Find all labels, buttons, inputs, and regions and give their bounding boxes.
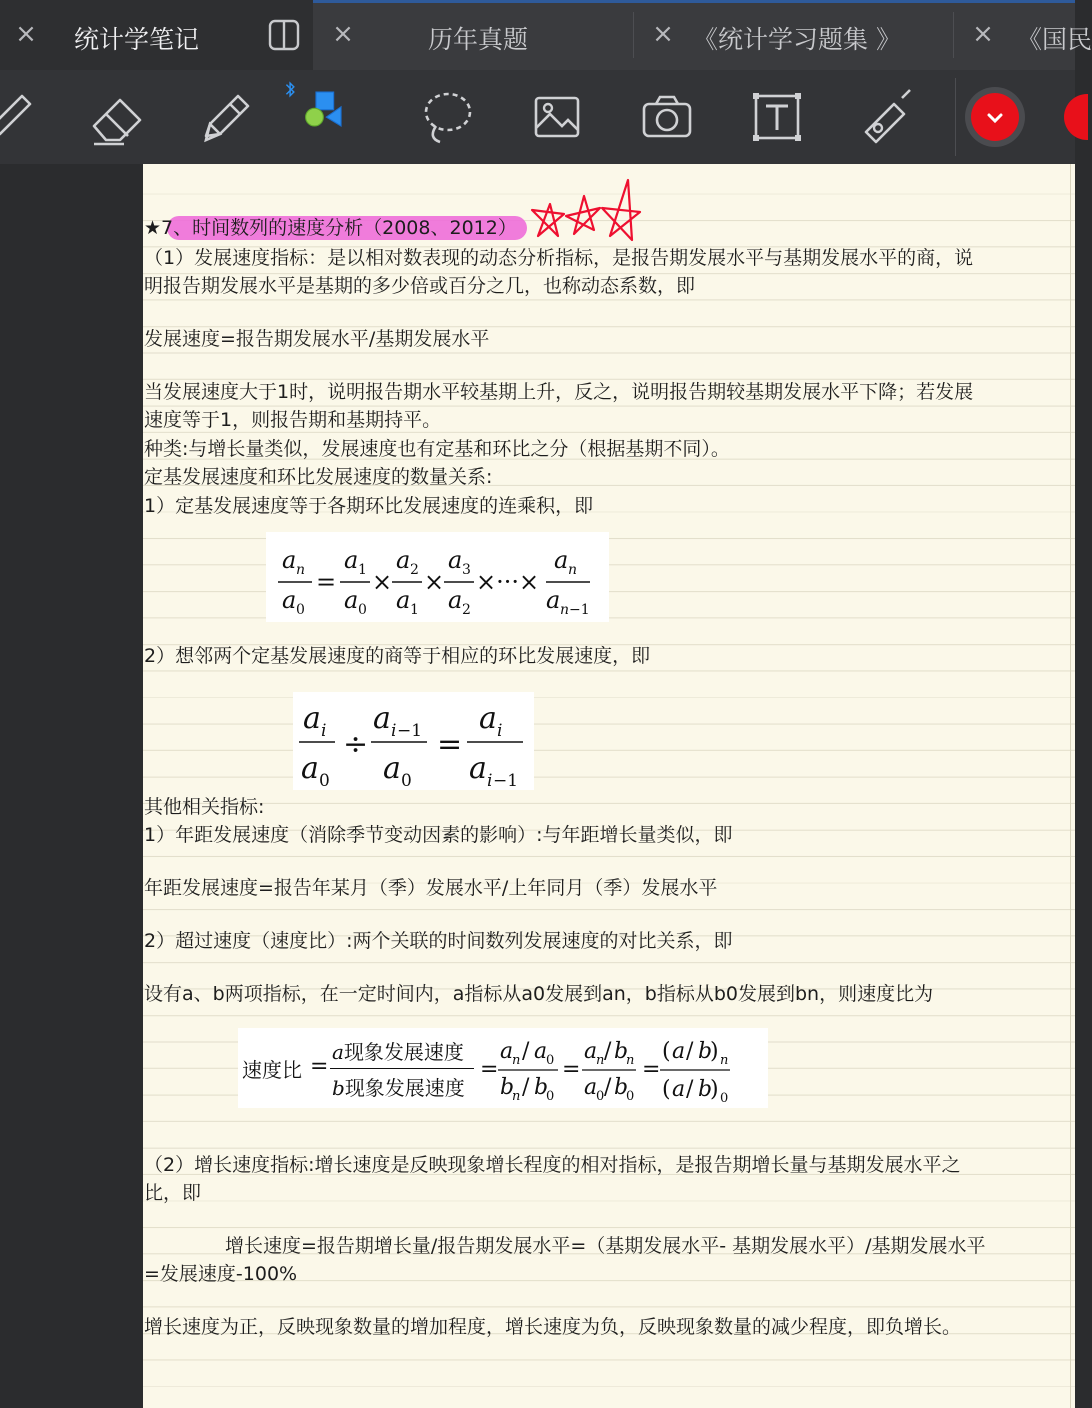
svg-text:(: (: [662, 1077, 671, 1102]
text-line: 1）定基发展速度等于各期环比发展速度的连乘积，即: [144, 495, 594, 517]
formula-speed-ratio: [238, 1028, 768, 1108]
svg-text:a: a: [546, 586, 561, 614]
formula-quotient: [293, 692, 534, 790]
svg-text:3: 3: [462, 562, 471, 578]
close-icon[interactable]: ×: [332, 19, 354, 49]
tab-label: 统计学笔记: [73, 25, 199, 54]
text-line: （2）增长速度指标:增长速度是反映现象增长程度的相对指标，是报告期增长量与基期发展水平之: [144, 1154, 961, 1176]
svg-text:0: 0: [296, 602, 305, 618]
equals-sign: =: [310, 1054, 329, 1079]
svg-text:0: 0: [546, 1089, 555, 1104]
svg-text:b: b: [614, 1039, 629, 1064]
tab-past-exams[interactable]: [313, 0, 633, 70]
text-line: 定基发展速度和环比发展速度的数量关系:: [144, 466, 493, 488]
svg-text:a: a: [396, 546, 411, 574]
formula-chain-product: [266, 532, 609, 622]
svg-text:0: 0: [720, 1091, 729, 1106]
text-line: 1）年距发展速度（消除季节变动因素的影响）:与年距增长量类似，即: [144, 824, 733, 846]
text-line: 增长速度=报告期增长量/报告期发展水平=（基期发展水平- 基期发展水平）/基期发展水平: [225, 1235, 986, 1257]
fraction-bar: [330, 1068, 474, 1069]
svg-text:a: a: [500, 1039, 514, 1064]
text-line: 其他相关指标:: [144, 796, 265, 818]
svg-text:a: a: [479, 701, 497, 736]
camera-icon[interactable]: [636, 86, 698, 148]
svg-text:/: /: [604, 1075, 612, 1100]
highlighter-icon[interactable]: [196, 86, 258, 148]
svg-text:2: 2: [410, 562, 419, 578]
svg-text:a: a: [448, 586, 463, 614]
text-line: 2）想邻两个定基发展速度的商等于相应的环比发展速度，即: [144, 645, 651, 667]
svg-text:0: 0: [358, 602, 367, 618]
pen-icon[interactable]: [0, 86, 40, 148]
color-swatch-red[interactable]: [1064, 94, 1088, 140]
text-line: （1）发展速度指标：是以相对数表现的动态分析指标，是报告期发展水平与基期发展水平的商，说: [144, 247, 974, 269]
svg-text:i: i: [497, 721, 503, 741]
formula-numerator: a现象发展速度: [332, 1040, 464, 1064]
svg-text:=: =: [437, 727, 463, 762]
note-page[interactable]: [143, 164, 1075, 1408]
drawing-toolbar: [0, 70, 1075, 164]
svg-text:a: a: [396, 586, 411, 614]
svg-text:b: b: [500, 1075, 515, 1100]
svg-text:b: b: [534, 1075, 549, 1100]
text-line: 增长速度为正，反映现象数量的增加程度，增长速度为负，反映现象数量的减少程度，即负增长。: [144, 1316, 962, 1338]
svg-text:a: a: [554, 546, 569, 574]
text-line: 设有a、b两项指标，在一定时间内，a指标从a0发展到an，b指标从b0发展到bn，则速度比为: [144, 983, 934, 1005]
close-icon[interactable]: ×: [652, 19, 674, 49]
lasso-icon[interactable]: [416, 86, 478, 148]
svg-text:(: (: [662, 1039, 671, 1064]
tab-bar: [0, 0, 1092, 70]
svg-text:×: ×: [424, 568, 445, 596]
svg-text:−1: −1: [569, 602, 590, 618]
svg-text:n: n: [568, 562, 578, 578]
page-margin-line: [1070, 164, 1071, 1408]
svg-text:=: =: [316, 568, 337, 596]
text-icon[interactable]: [746, 86, 808, 148]
svg-text:n: n: [626, 1053, 635, 1068]
formula-denominator: b现象发展速度: [332, 1076, 465, 1100]
svg-text:2: 2: [462, 602, 471, 618]
svg-text:a: a: [469, 751, 487, 786]
split-view-icon[interactable]: [268, 19, 300, 51]
close-icon[interactable]: ×: [972, 19, 994, 49]
svg-text:×: ×: [372, 568, 393, 596]
text-line: 种类:与增长量类似，发展速度也有定基和环比之分（根据基期不同）。: [144, 438, 730, 460]
eraser-icon[interactable]: [88, 86, 150, 148]
tab-label: 《国民: [1017, 25, 1092, 54]
svg-text:×···×: ×···×: [476, 568, 540, 596]
svg-text:/: /: [604, 1039, 612, 1064]
svg-text:0: 0: [626, 1089, 635, 1104]
svg-text:a: a: [383, 751, 401, 786]
svg-text:i: i: [487, 771, 493, 791]
svg-text:=: =: [562, 1057, 581, 1082]
svg-text:a: a: [301, 751, 319, 786]
text-line: 明报告期发展水平是基期的多少倍或百分之几，也称动态系数，即: [144, 275, 696, 297]
svg-text:): ): [710, 1039, 719, 1064]
text-line: 速度等于1，则报告期和基期持平。: [144, 409, 442, 431]
svg-text:a: a: [344, 546, 359, 574]
tab-national[interactable]: [953, 0, 1092, 70]
hand-drawn-stars: [528, 178, 658, 248]
svg-text:b: b: [698, 1039, 713, 1064]
svg-text:a: a: [303, 701, 321, 736]
tab-statistics-notes[interactable]: [0, 0, 313, 70]
text-line: 2）超过速度（速度比）:两个关联的时间数列发展速度的对比关系，即: [144, 930, 733, 952]
svg-text:a: a: [584, 1039, 598, 1064]
svg-text:/: /: [686, 1039, 694, 1064]
svg-text:a: a: [448, 546, 463, 574]
svg-text:=: =: [642, 1057, 661, 1082]
text-line: 年距发展速度=报告年某月（季）发展水平/上年同月（季）发展水平: [144, 877, 718, 899]
svg-text:−1: −1: [397, 721, 423, 741]
text-line: 发展速度=报告期发展水平/基期发展水平: [144, 328, 490, 350]
text-line: =发展速度-100%: [144, 1263, 298, 1285]
shapes-icon[interactable]: [282, 78, 366, 152]
toolbar-divider: [955, 78, 956, 156]
text-line: 当发展速度大于1时，说明报告期水平较基期上升，反之，说明报告期较基期发展水平下降；若发展: [144, 381, 974, 403]
svg-text:−1: −1: [493, 771, 519, 791]
laser-pointer-icon[interactable]: [856, 86, 918, 148]
svg-text:a: a: [282, 586, 297, 614]
svg-text:a: a: [672, 1077, 686, 1102]
color-selector-button[interactable]: [964, 86, 1026, 148]
svg-text:n: n: [512, 1053, 521, 1068]
close-icon[interactable]: ×: [15, 19, 37, 49]
image-icon[interactable]: [526, 86, 588, 148]
svg-text:b: b: [614, 1075, 629, 1100]
tab-label: 历年真题: [427, 25, 528, 54]
svg-text:/: /: [686, 1077, 694, 1102]
svg-text:n: n: [296, 562, 306, 578]
svg-text:i: i: [391, 721, 397, 741]
svg-text:n: n: [512, 1089, 521, 1104]
svg-text:/: /: [522, 1039, 530, 1064]
svg-text:a: a: [534, 1039, 548, 1064]
svg-text:a: a: [373, 701, 391, 736]
svg-text:a: a: [344, 586, 359, 614]
svg-text:0: 0: [319, 771, 330, 791]
svg-text:1: 1: [358, 562, 367, 578]
svg-text:0: 0: [596, 1089, 605, 1104]
svg-text:/: /: [522, 1075, 530, 1100]
svg-text:0: 0: [546, 1053, 555, 1068]
tab-label: 《统计学习题集 》: [693, 25, 901, 54]
text-line: 比，即: [144, 1182, 202, 1204]
svg-text:i: i: [321, 721, 327, 741]
svg-text:a: a: [282, 546, 297, 574]
svg-text:n: n: [720, 1053, 729, 1068]
svg-text:a: a: [584, 1075, 598, 1100]
formula-label: 速度比: [242, 1058, 302, 1082]
svg-text:0: 0: [401, 771, 412, 791]
svg-text:): ): [710, 1077, 719, 1102]
svg-text:a: a: [672, 1039, 686, 1064]
tab-exercise-book[interactable]: [633, 0, 953, 70]
section-heading: ★7、时间数列的速度分析（2008、2012）: [144, 217, 517, 239]
svg-text:÷: ÷: [343, 727, 369, 762]
svg-text:n: n: [596, 1053, 605, 1068]
svg-text:b: b: [698, 1077, 713, 1102]
svg-text:1: 1: [410, 602, 419, 618]
svg-text:=: =: [480, 1057, 499, 1082]
svg-text:n: n: [560, 602, 570, 618]
